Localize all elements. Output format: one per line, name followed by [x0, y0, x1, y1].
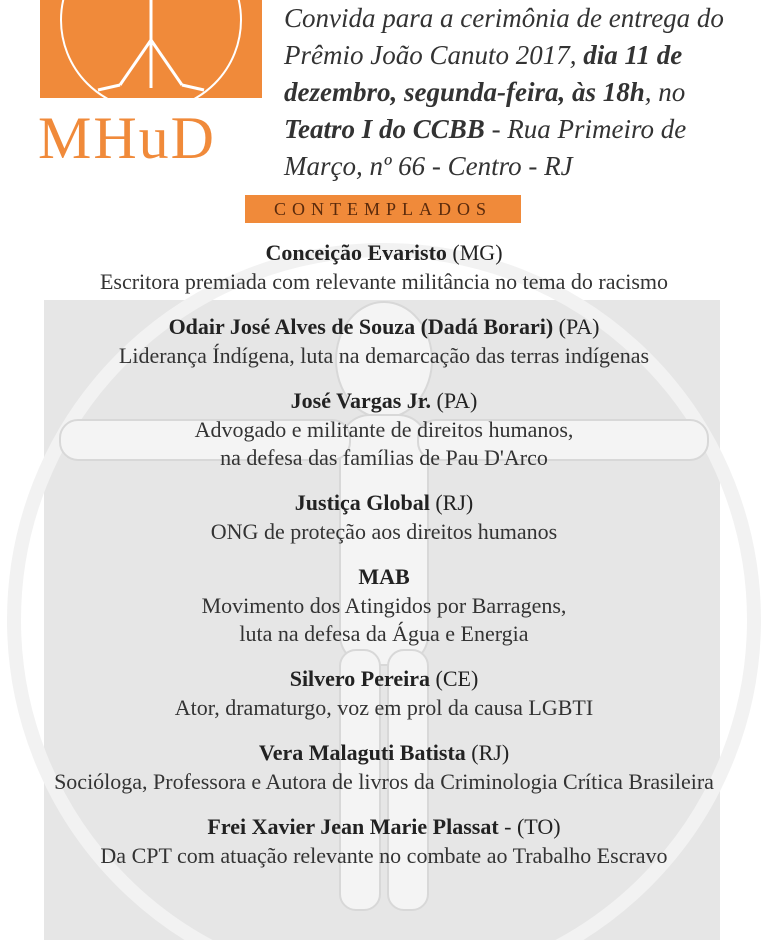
honoree-state: (PA)	[553, 314, 600, 339]
honoree-state: (MG)	[446, 240, 503, 265]
list-item	[0, 562, 768, 648]
invitation-part2: , no	[644, 77, 686, 107]
honoree-name: Justiça Global	[294, 490, 430, 515]
honoree-desc: luta na defesa da Água e Energia	[239, 621, 529, 646]
honoree-name: José Vargas Jr.	[290, 388, 432, 413]
logo-figure	[40, 0, 262, 98]
honoree-state: (RJ)	[465, 740, 510, 765]
honoree-state: (PA)	[431, 388, 478, 413]
honoree-name: Conceição Evaristo	[265, 240, 447, 265]
honoree-desc: Ator, dramaturgo, voz em prol da causa LGBTI	[174, 695, 594, 720]
invitation-venue: Teatro I do CCBB	[284, 114, 485, 144]
list-item	[0, 738, 768, 796]
invitation-text	[284, 0, 754, 185]
honoree-state: (RJ)	[429, 490, 474, 515]
logo-text: MHuD	[38, 105, 217, 171]
honoree-desc: Socióloga, Professora e Autora de livros da Criminologia Crítica Brasileira	[54, 769, 714, 794]
honoree-desc: Escritora premiada com relevante militância no tema do racismo	[99, 269, 669, 294]
honoree-state: - (TO)	[498, 814, 561, 839]
invitation-date: dia 11 de dezembro, segunda-feira, às 18h	[284, 40, 683, 107]
honoree-name: Frei Xavier Jean Marie Plassat	[207, 814, 499, 839]
honorees-list	[0, 238, 768, 886]
honoree-state: (CE)	[430, 666, 479, 691]
list-item	[0, 488, 768, 546]
section-title: CONTEMPLADOS	[245, 195, 521, 223]
list-item	[0, 312, 768, 370]
vitruvian-icon	[40, 0, 262, 98]
honoree-name: MAB	[358, 564, 410, 589]
honoree-name: Vera Malaguti Batista	[258, 740, 466, 765]
honoree-desc: ONG de proteção aos direitos humanos	[210, 519, 558, 544]
honoree-desc: na defesa das famílias de Pau D'Arco	[220, 445, 548, 470]
honoree-name: Odair José Alves de Souza (Dadá Borari)	[168, 314, 554, 339]
invitation-address: - Rua Primeiro de Março, nº 66 - Centro - RJ	[284, 114, 687, 181]
honoree-desc: Movimento dos Atingidos por Barragens,	[201, 593, 567, 618]
honoree-desc: Da CPT com atuação relevante no combate ao Trabalho Escravo	[100, 843, 668, 868]
list-item	[0, 664, 768, 722]
invitation-part1: Convida para a cerimônia de entrega do Prêmio João Canuto 2017,	[284, 3, 724, 70]
list-item	[0, 386, 768, 472]
honoree-desc: Liderança Índígena, luta na demarcação das terras indígenas	[118, 343, 650, 368]
honoree-name: Silvero Pereira	[289, 666, 431, 691]
list-item	[0, 812, 768, 870]
list-item	[0, 238, 768, 296]
honoree-desc: Advogado e militante de direitos humanos,	[194, 417, 574, 442]
